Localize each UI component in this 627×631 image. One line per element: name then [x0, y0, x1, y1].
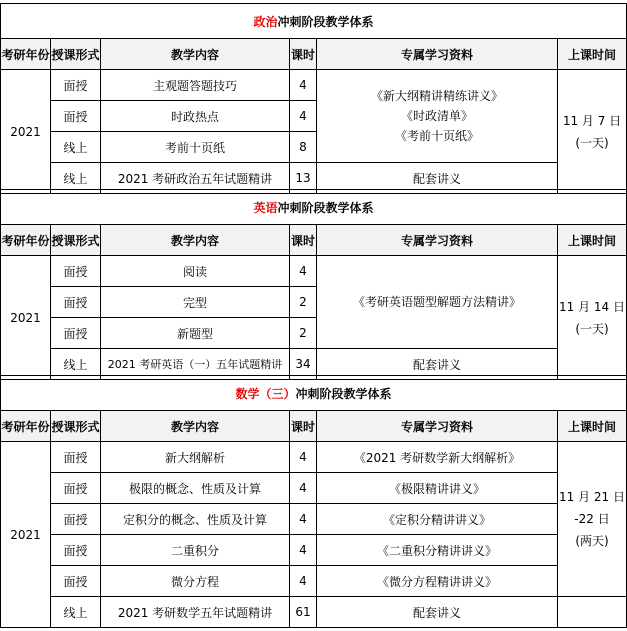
- table-cell-hours: 4: [290, 256, 317, 287]
- math-year: 2021: [1, 442, 51, 628]
- header-content: 教学内容: [101, 225, 290, 256]
- math-table: [0, 375, 627, 628]
- time-line: 11 月 14 日: [559, 299, 625, 314]
- material-line: 《考前十页纸》: [394, 129, 479, 143]
- table-cell-content: 考前十页纸: [101, 132, 290, 163]
- math-title-rest: 冲刺阶段教学体系: [295, 386, 392, 401]
- table-cell-hours: 13: [290, 163, 317, 194]
- table-cell-format: 面授: [51, 70, 101, 101]
- table-cell-material: 《定积分精讲讲义》: [317, 504, 558, 535]
- math-title-subject: 数学（三）: [235, 386, 296, 401]
- politics-class-time: [558, 70, 627, 194]
- material-line: 《新大纲精讲精练讲义》: [370, 89, 503, 103]
- material-line: 《时政清单》: [400, 109, 473, 123]
- table-cell-hours: 4: [290, 566, 317, 597]
- politics-table: [0, 3, 627, 194]
- english-class-time: [558, 256, 627, 380]
- time-line: -22 日: [574, 512, 610, 526]
- header-time: 上课时间: [558, 39, 627, 70]
- table-cell-material: 配套讲义: [317, 597, 558, 628]
- politics-title-rest: 冲刺阶段教学体系: [277, 14, 374, 29]
- table-cell-content: 新题型: [101, 318, 290, 349]
- header-hours: 课时: [290, 411, 317, 442]
- header-year: 考研年份: [1, 39, 51, 70]
- table-cell-format: 面授: [51, 535, 101, 566]
- table-cell-content: 主观题答题技巧: [101, 70, 290, 101]
- time-line: (两天): [575, 534, 609, 548]
- material-line: 《考研英语题型解题方法精讲》: [352, 295, 521, 309]
- time-line: (一天): [575, 321, 609, 336]
- table-cell-content: 2021 考研英语（一）五年试题精讲: [101, 349, 290, 380]
- table-cell-hours: 4: [290, 473, 317, 504]
- time-line: 11 月 7 日: [562, 113, 622, 128]
- table-cell-content: 2021 考研政治五年试题精讲: [101, 163, 290, 194]
- header-hours: 课时: [290, 225, 317, 256]
- table-cell-content: 微分方程: [101, 566, 290, 597]
- table-cell-material: 《二重积分精讲讲义》: [317, 535, 558, 566]
- politics-title-subject: 政治: [253, 14, 278, 29]
- english-table: [0, 189, 627, 380]
- table-cell-format: 线上: [51, 597, 101, 628]
- table-cell-format: 面授: [51, 473, 101, 504]
- header-time: 上课时间: [558, 411, 627, 442]
- table-cell-format: 线上: [51, 349, 101, 380]
- table-cell-content: 二重积分: [101, 535, 290, 566]
- politics-materials: [317, 70, 558, 163]
- table-cell-time-empty: [558, 597, 627, 628]
- header-format: 授课形式: [51, 225, 101, 256]
- table-cell-hours: 8: [290, 132, 317, 163]
- table-cell-hours: 4: [290, 442, 317, 473]
- math-class-time: [558, 442, 627, 597]
- politics-year: 2021: [1, 70, 51, 194]
- table-cell-content: 阅读: [101, 256, 290, 287]
- header-content: 教学内容: [101, 411, 290, 442]
- table-cell-material: 《微分方程精讲讲义》: [317, 566, 558, 597]
- table-cell-format: 线上: [51, 163, 101, 194]
- header-hours: 课时: [290, 39, 317, 70]
- time-line: (一天): [575, 135, 609, 150]
- header-materials: 专属学习资料: [317, 225, 558, 256]
- table-cell-format: 面授: [51, 256, 101, 287]
- header-year: 考研年份: [1, 225, 51, 256]
- math-section-title: [1, 376, 627, 411]
- header-year: 考研年份: [1, 411, 51, 442]
- table-cell-format: 面授: [51, 504, 101, 535]
- header-format: 授课形式: [51, 411, 101, 442]
- english-year: 2021: [1, 256, 51, 380]
- table-cell-hours: 2: [290, 287, 317, 318]
- table-cell-content: 定积分的概念、性质及计算: [101, 504, 290, 535]
- table-cell-format: 面授: [51, 287, 101, 318]
- header-materials: 专属学习资料: [317, 411, 558, 442]
- table-cell-format: 面授: [51, 101, 101, 132]
- header-content: 教学内容: [101, 39, 290, 70]
- table-cell-content: 完型: [101, 287, 290, 318]
- english-section-title: [1, 190, 627, 225]
- table-cell-hours: 61: [290, 597, 317, 628]
- table-cell-format: 面授: [51, 318, 101, 349]
- table-cell-hours: 4: [290, 535, 317, 566]
- politics-section-title: [1, 4, 627, 39]
- table-cell-material: 配套讲义: [317, 163, 558, 194]
- table-cell-hours: 2: [290, 318, 317, 349]
- table-cell-material: 《2021 考研数学新大纲解析》: [317, 442, 558, 473]
- table-cell-hours: 34: [290, 349, 317, 380]
- english-title-rest: 冲刺阶段教学体系: [277, 200, 374, 215]
- table-cell-format: 线上: [51, 132, 101, 163]
- table-cell-hours: 4: [290, 504, 317, 535]
- header-time: 上课时间: [558, 225, 627, 256]
- header-materials: 专属学习资料: [317, 39, 558, 70]
- table-cell-material: 《极限精讲讲义》: [317, 473, 558, 504]
- english-title-subject: 英语: [253, 200, 278, 215]
- table-cell-content: 时政热点: [101, 101, 290, 132]
- table-cell-hours: 4: [290, 101, 317, 132]
- table-cell-format: 面授: [51, 442, 101, 473]
- table-cell-content: 新大纲解析: [101, 442, 290, 473]
- header-format: 授课形式: [51, 39, 101, 70]
- table-cell-material: 配套讲义: [317, 349, 558, 380]
- english-materials: [317, 256, 558, 349]
- table-cell-content: 2021 考研数学五年试题精讲: [101, 597, 290, 628]
- table-cell-format: 面授: [51, 566, 101, 597]
- table-cell-hours: 4: [290, 70, 317, 101]
- table-cell-content: 极限的概念、性质及计算: [101, 473, 290, 504]
- time-line: 11 月 21 日: [559, 490, 625, 504]
